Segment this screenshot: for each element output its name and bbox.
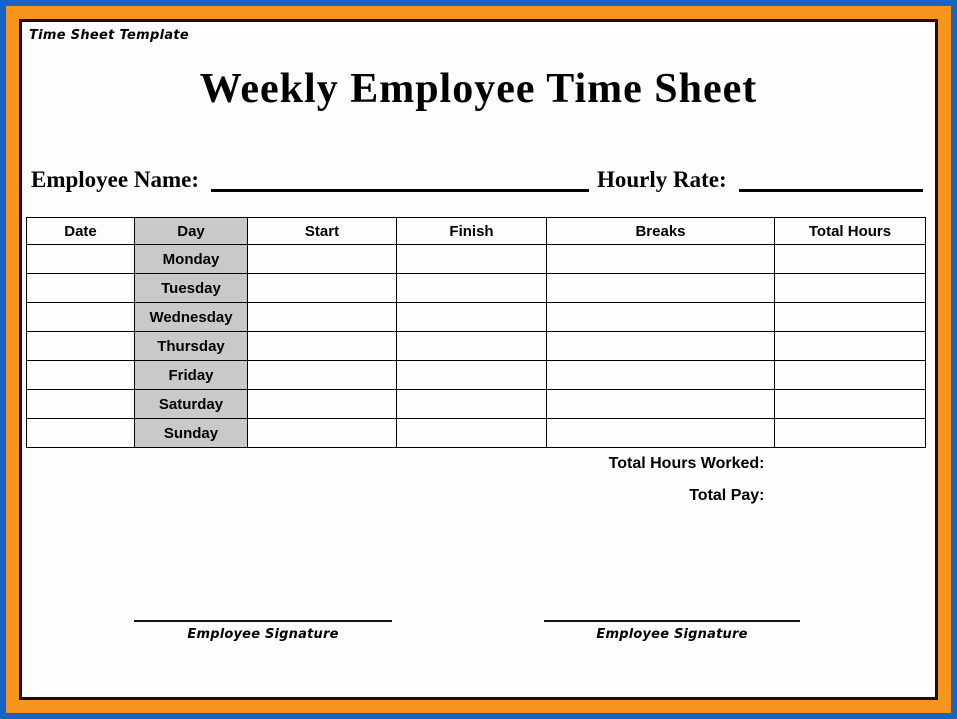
employee-name-field[interactable] — [211, 168, 589, 192]
table-row-sunday — [27, 419, 926, 448]
tuesday-breaks-cell[interactable] — [547, 274, 775, 303]
day-label-friday: Friday — [135, 361, 248, 390]
hourly-rate-label: Hourly Rate: — [596, 167, 727, 192]
column-header-date: Date — [27, 218, 135, 245]
table-row-saturday — [27, 390, 926, 419]
friday-date-cell[interactable] — [27, 361, 135, 390]
hourly-rate-field[interactable] — [739, 168, 923, 192]
header-fields — [31, 167, 923, 193]
saturday-total-hours-cell[interactable] — [775, 390, 926, 419]
total-pay-label: Total Pay: — [689, 486, 765, 504]
sunday-start-cell[interactable] — [248, 419, 397, 448]
wednesday-finish-cell[interactable] — [397, 303, 547, 332]
table-row-wednesday — [27, 303, 926, 332]
table-row-tuesday — [27, 274, 926, 303]
saturday-date-cell[interactable] — [27, 390, 135, 419]
table-row-friday — [27, 361, 926, 390]
thursday-date-cell[interactable] — [27, 332, 135, 361]
day-label-saturday: Saturday — [135, 390, 248, 419]
tuesday-start-cell[interactable] — [248, 274, 397, 303]
monday-start-cell[interactable] — [248, 245, 397, 274]
wednesday-date-cell[interactable] — [27, 303, 135, 332]
sunday-date-cell[interactable] — [27, 419, 135, 448]
day-label-wednesday: Wednesday — [135, 303, 248, 332]
signature-section — [22, 620, 935, 642]
document-page — [19, 19, 938, 700]
orange-frame — [6, 6, 951, 713]
employee-signature-label-right: Employee Signature — [596, 626, 748, 642]
total-pay-cell[interactable] — [775, 480, 926, 512]
total-hours-worked-cell[interactable] — [775, 448, 926, 480]
header-row — [27, 218, 926, 245]
friday-start-cell[interactable] — [248, 361, 397, 390]
timesheet-table — [26, 217, 926, 512]
employee-signature-block-right — [544, 620, 800, 642]
table-row-monday — [27, 245, 926, 274]
monday-total-hours-cell[interactable] — [775, 245, 926, 274]
employee-signature-label-left: Employee Signature — [187, 626, 339, 642]
column-header-total-hours: Total Hours — [775, 218, 926, 245]
employee-signature-block-left — [134, 620, 392, 642]
column-header-start: Start — [248, 218, 397, 245]
employee-name-label: Employee Name: — [31, 167, 199, 192]
day-label-monday: Monday — [135, 245, 248, 274]
total-hours-worked-row — [27, 448, 926, 480]
monday-finish-cell[interactable] — [397, 245, 547, 274]
thursday-start-cell[interactable] — [248, 332, 397, 361]
column-header-day: Day — [135, 218, 248, 245]
tuesday-finish-cell[interactable] — [397, 274, 547, 303]
tuesday-total-hours-cell[interactable] — [775, 274, 926, 303]
wednesday-start-cell[interactable] — [248, 303, 397, 332]
column-header-finish: Finish — [397, 218, 547, 245]
total-pay-row — [27, 480, 926, 512]
wednesday-total-hours-cell[interactable] — [775, 303, 926, 332]
sunday-total-hours-cell[interactable] — [775, 419, 926, 448]
friday-finish-cell[interactable] — [397, 361, 547, 390]
document-tagline: Time Sheet Template — [29, 28, 190, 43]
day-label-sunday: Sunday — [135, 419, 248, 448]
column-header-breaks: Breaks — [547, 218, 775, 245]
sunday-finish-cell[interactable] — [397, 419, 547, 448]
table-row-thursday — [27, 332, 926, 361]
monday-date-cell[interactable] — [27, 245, 135, 274]
page-title: Weekly Employee Time Sheet — [199, 66, 758, 112]
sunday-breaks-cell[interactable] — [547, 419, 775, 448]
thursday-total-hours-cell[interactable] — [775, 332, 926, 361]
tuesday-date-cell[interactable] — [27, 274, 135, 303]
wednesday-breaks-cell[interactable] — [547, 303, 775, 332]
thursday-breaks-cell[interactable] — [547, 332, 775, 361]
saturday-breaks-cell[interactable] — [547, 390, 775, 419]
monday-breaks-cell[interactable] — [547, 245, 775, 274]
day-label-tuesday: Tuesday — [135, 274, 248, 303]
total-hours-worked-label: Total Hours Worked: — [608, 454, 765, 472]
saturday-finish-cell[interactable] — [397, 390, 547, 419]
friday-total-hours-cell[interactable] — [775, 361, 926, 390]
saturday-start-cell[interactable] — [248, 390, 397, 419]
day-label-thursday: Thursday — [135, 332, 248, 361]
friday-breaks-cell[interactable] — [547, 361, 775, 390]
thursday-finish-cell[interactable] — [397, 332, 547, 361]
